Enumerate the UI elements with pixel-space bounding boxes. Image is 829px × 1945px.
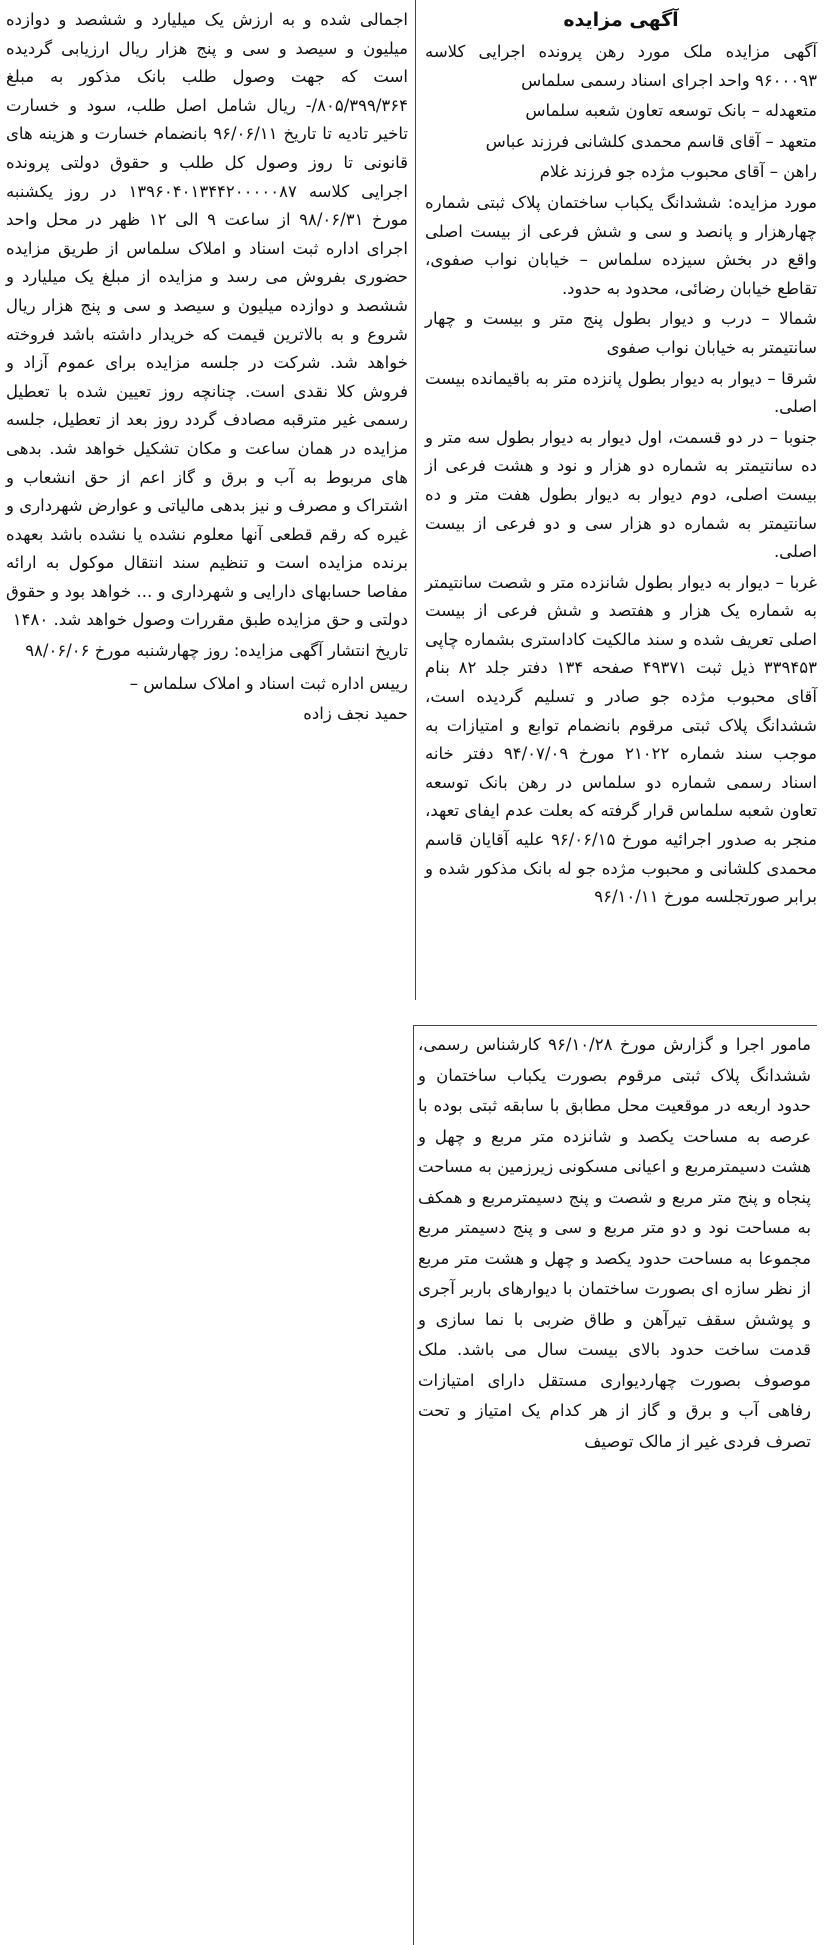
signature-title: رییس اداره ثبت اسناد و املاک سلماس – [129, 673, 408, 693]
mortgagor-line: راهن – آقای محبوب مژده جو فرزند غلام [539, 162, 817, 182]
continuation-box [413, 1025, 817, 1945]
signature-name: حمید نجف زاده [303, 704, 408, 724]
debtor-line: متعهد – آقای قاسم محمدی کلشانی فرزند عباس [485, 131, 817, 151]
auction-terms: اجمالی شده و به ارزش یک میلیارد و ششصد و دوازده میلیون و سیصد و سی و پنج هزار ریال ارزیابی گردیده است که جهت وصول طلب بانک مذکور به مبلغ ۸۰۵/۳۹۹/۳۶۴/- ریال شامل اصل طلب، سود و خسارت تاخیر تادیه تا تاریخ ۹۶/۰۶/۱۱ بانضمام خسارت و هزینه های قانونی تا روز وصول کل طلب و حقوق دولتی پرونده اجرایی کلاسه ۱۳۹۶۰۴۰۱۳۴۴۲۰۰۰۰۰۸۷ در روز یکشنبه مورخ ۹۸/۰۶/۳۱ از ساعت ۹ الی ۱۲ ظهر در محل واحد اجرای اداره ثبت اسناد و املاک سلماس از طریق مزایده حضوری بفروش می رسد و مزایده از مبلغ یک میلیارد و ششصد و دوازده میلیون و سیصد و سی و پنج هزار ریال شروع و به بالاترین قیمت که خریدار داشته باشد فروخته خواهد شد. شرکت در جلسه مزایده برای عموم آزاد و فروش کلا نقدی است. چنانچه روز تعیین شده با تعطیل رسمی غیر مترقبه مصادف گردد روز بعد از تعطیل، جلسه مزایده در همان ساعت و مکان تشکیل خواهد شد. بدهی های مربوط به آب و برق و گاز اعم از حق انشعاب و اشتراک و مصرف و نیز بدهی مالیاتی و عوارض شهرداری و غیره که رقم قطعی آنها معلوم نشده یا نشده باشد بعهده برنده مزایده است و تنظیم سند انتقال موکول به ارائه مفاصا حسابهای دارایی و شهرداری و ... خواهد بود و حقوق دولتی و حق مزایده طبق مقررات وصول خواهد شد. ۱۴۸۰ [6, 10, 409, 630]
boundary-east: شرقا – دیوار به دیوار بطول پانزده متر به باقیمانده بیست اصلی. [425, 368, 817, 417]
right-column [425, 6, 817, 914]
boundary-north: شمالا – درب و دیوار بطول پنج متر و بیست و چهار سانتیمتر به خیابان نواب صفوی [425, 309, 817, 357]
column-divider [415, 0, 416, 1000]
left-column [6, 6, 408, 731]
expert-report: مامور اجرا و گزارش مورخ ۹۶/۱۰/۲۸ کارشناس رسمی، ششدانگ پلاک ثبتی مرقوم بصورت یکباب ساختمان و حدود اربعه در موقعیت محل مطابق با سابقه ثبتی بوده با عرصه به مساحت یکصد و شانزده متر مربع و چهل و هشت دسیمترمربع و اعیانی مسکونی زیرزمین به مساحت پنجاه و پنج متر مربع و شصت و پنج دسیمترمربع و همکف به مساحت نود و دو متر مربع و سی و پنج دسیمتر مربع مجموعا به مساحت حدود یکصد و چهل و هشت متر مربع از نظر سازه ای بصورت ساختمان با دیوارهای باربر آجری و پوشش سقف تیرآهن و طاق ضربی با نما سازی و قدمت ساخت حدود بالای بیست سال می باشد. ملک موصوف بصورت چهاردیواری مستقل دارای امتیازات رفاهی آب و برق و گاز از هر کدام یک امتیاز و تحت تصرف فردی غیر از مالک توصیف [418, 1035, 811, 1451]
auction-subject: مورد مزایده: ششدانگ یکباب ساختمان پلاک ثبتی شماره چهارهزار و پانصد و سی و شش فرعی از بیست اصلی واقع در بخش سیزده سلماس – خیابان نواب صفوی، تقاطع خیابان رضائی، محدود به حدود. [425, 192, 817, 298]
notice-intro: آگهی مزایده ملک مورد رهن پرونده اجرایی کلاسه ۹۶۰۰۰۹۳ واحد اجرای اسناد رسمی سلماس [425, 42, 817, 90]
notice-title: آگهی مزایده [563, 9, 679, 31]
boundary-west: غربا – دیوار به دیوار بطول شانزده متر و شصت سانتیمتر به شماره یک هزار و هفتصد و شش فرعی از بیست اصلی تعریف شده و سند مالکیت کاداستری بشماره چاپی ۳۳۹۴۵۳ ذیل ثبت ۴۹۳۷۱ صفحه ۱۳۴ دفتر جلد ۸۲ بنام آقای محبوب مژده جو صادر و تسلیم گردیده است، ششدانگ پلاک ثبتی مرقوم بانضمام توابع و امتیازات به موجب سند شماره ۲۱۰۲۲ مورخ ۹۴/۰۷/۰۹ دفتر خانه اسناد رسمی شماره دو سلماس در رهن بانک توسعه تعاون شعبه سلماس قرار گرفته که بعلت عدم ایفای تعهد، منجر به صدور اجرائیه مورخ ۹۶/۰۶/۱۵ علیه آقایان قاسم محمدی کلشانی و محبوب مژده جو له بانک مذکور شده و برابر صورتجلسه مورخ ۹۶/۱۰/۱۱ [425, 572, 817, 907]
boundary-south: جنوبا – در دو قسمت، اول دیوار به دیوار بطول سه متر و ده سانتیمتر به شماره دو هزار و نود و هشت فرعی از بیست اصلی، دوم دیوار به دیوار بطول هفت متر و ده سانتیمتر به شماره دو هزار سی و دو فرعی از بیست اصلی. [425, 427, 817, 562]
creditor-line: متعهدله – بانک توسعه تعاون شعبه سلماس [525, 101, 817, 121]
publish-date: تاریخ انتشار آگهی مزایده: روز چهارشنبه مورخ ۹۸/۰۶/۰۶ [25, 641, 408, 661]
